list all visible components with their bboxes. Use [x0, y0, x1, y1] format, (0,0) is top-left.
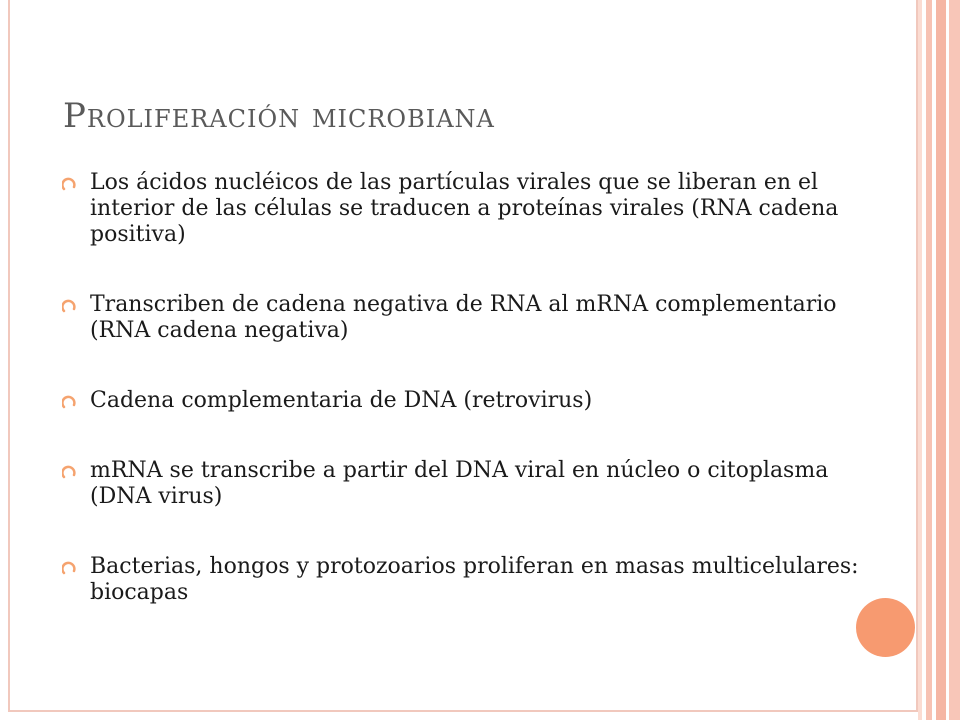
bullet-text: Los ácidos nucléicos de las partículas virales que se liberan en el interior de las células se traducen a proteínas virales (RNA cadena positiva) [90, 170, 839, 247]
arc-bullet-icon [62, 299, 76, 313]
arc-bullet-icon [62, 561, 76, 575]
accent-circle [856, 598, 915, 657]
arc-bullet-icon [62, 465, 76, 479]
bullet-list [62, 170, 862, 650]
bullet-text: Bacterias, hongos y protozoarios proliferan en masas multicelulares: biocapas [90, 554, 859, 605]
bullet-text: mRNA se transcribe a partir del DNA viral en núcleo o citoplasma (DNA virus) [90, 458, 829, 509]
arc-bullet-icon [62, 395, 76, 409]
bullet-text: Transcriben de cadena negativa de RNA al mRNA complementario (RNA cadena negativa) [90, 292, 837, 343]
bullet-item [62, 170, 862, 248]
bullet-text: Cadena complementaria de DNA (retrovirus) [90, 388, 593, 413]
bullet-item [62, 292, 862, 344]
arc-bullet-icon [62, 177, 76, 191]
decorative-stripes [918, 0, 960, 720]
bullet-item [62, 554, 862, 606]
slide-title: Proliferación microbiana [63, 96, 495, 136]
bullet-item [62, 388, 862, 414]
bullet-item [62, 458, 862, 510]
